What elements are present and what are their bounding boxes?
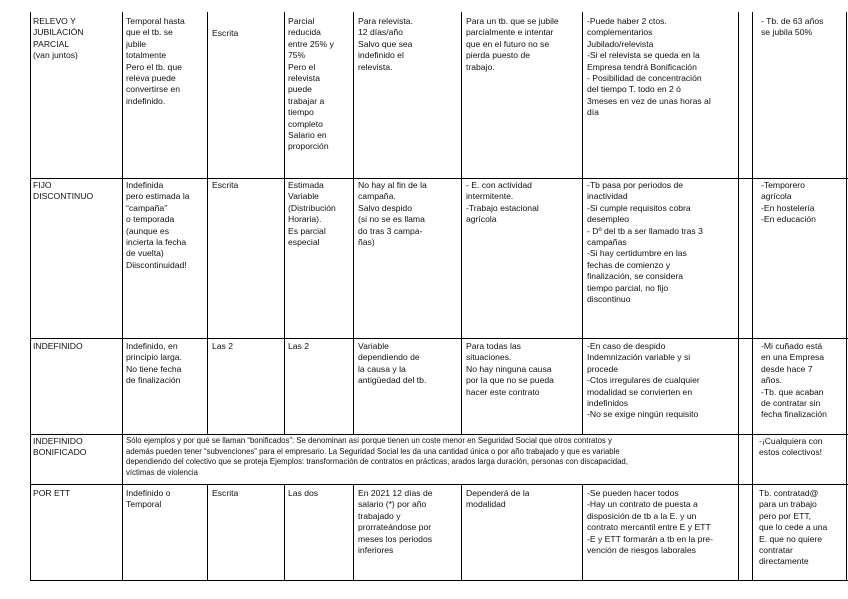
cell-form: Escrita bbox=[212, 28, 239, 38]
cell-purpose: Para todas las situaciones. No hay ninguna causa por la que no se pueda hacer este contrato bbox=[466, 341, 554, 397]
cell-purpose: Para un tb. que se jubile parcialmente e intentar que en el futuro no se pierda puesto de trabajo. bbox=[466, 16, 559, 72]
table-rule bbox=[461, 12, 462, 434]
cell-contract-type: INDEFINIDO BONIFICADO bbox=[33, 436, 87, 458]
cell-example: -Mi cuñado está en una Empresa desde hace 7 años. -Tb. que acaban de contratar sin fecha finalización bbox=[761, 341, 827, 420]
table-rule bbox=[284, 484, 285, 580]
table-rule bbox=[353, 484, 354, 580]
bonificado-note: Sólo ejemplos y por qué se llaman “bonificados”: Se denominan así porque tienen un coste menor en Seguridad Social que otros contratos y además pueden tener “subvenciones” para el empresario. La Seguridad Social les da una cantidad única o por año trabajado y que es variable dependiendo del colectivo que se proteja Ejemplos: transformación de contratos en prácticas, arados larga duración, personas con discapacidad, víctimas de violencia bbox=[126, 436, 628, 477]
table-rule bbox=[461, 484, 462, 580]
cell-schedule: Parcial reducida entre 25% y 75% Pero el relevista puede trabajar a tiempo completo Salario en proporción bbox=[288, 16, 334, 152]
table-rule bbox=[30, 434, 848, 435]
cell-example: -¡Cualquiera con estos colectivos! bbox=[759, 436, 823, 458]
table-rule bbox=[122, 12, 123, 580]
table-rule bbox=[207, 484, 208, 580]
cell-notes: -Puede haber 2 ctos. complementarios Jubilado/relevista -Si el relevista se queda en la Empresa tendrá Bonificación - Posibilidad de concentración del tiempo T. todo en 2 ó 3meses en vez de unas horas al día bbox=[587, 16, 711, 118]
cell-notes: -Se pueden hacer todos -Hay un contrato de puesta a disposición de tb a la E. y un contrato mercantil entre E y ETT -E y ETT formarán a tb en la pre- vención de riesgos laborales bbox=[587, 488, 713, 556]
cell-contract-type: RELEVO Y JUBILACIÓN PARCIAL (van juntos) bbox=[33, 16, 84, 61]
cell-notes: -Tb pasa por periodos de inactividad -Si cumple requisitos cobra desempleo - Dº del tb a ser llamado tras 3 campañas -Si hay certidumbre en las fechas de comienzo y finalización, se considera tiempo parcial, no fijo discontinuo bbox=[587, 180, 703, 305]
cell-form: Escrita bbox=[212, 488, 239, 498]
cell-purpose: Dependerá de la modalidad bbox=[466, 488, 530, 510]
table-rule bbox=[30, 12, 31, 580]
cell-duration: Indefinido, en principio larga. No tiene fecha de finalización bbox=[126, 341, 182, 386]
cell-contract-type: POR ETT bbox=[33, 488, 71, 498]
cell-contract-type: FIJO DISCONTINUO bbox=[33, 180, 94, 202]
table-rule bbox=[738, 12, 739, 580]
table-rule bbox=[582, 484, 583, 580]
cell-schedule: Las 2 bbox=[288, 341, 310, 351]
cell-example: - Tb. de 63 años se jubila 50% bbox=[761, 16, 824, 38]
cell-duration: Indefinido o Temporal bbox=[126, 488, 171, 510]
table-rule bbox=[284, 12, 285, 434]
cell-compensation: No hay al fin de la campaña. Salvo despido (si no se es llama do tras 3 campa- ñas) bbox=[358, 180, 427, 248]
cell-compensation: En 2021 12 días de salario (*) por año trabajado y prorrateándose por meses los periodos inferiores bbox=[358, 488, 433, 556]
cell-duration: Temporal hasta que el tb. se jubile totalmente Pero el tb. que releva puede convertirse en indefinido. bbox=[126, 16, 185, 106]
cell-purpose: - E. con actividad intermitente. -Trabajo estacional agrícola bbox=[466, 180, 539, 225]
table-rule bbox=[30, 484, 848, 485]
table-rule bbox=[353, 12, 354, 434]
cell-notes: -En caso de despido Indemnización variable y si procede -Ctos irregulares de cualquier modalidad se convierten en indefinidos -No se exige ningún requisito bbox=[587, 341, 700, 420]
cell-example: -Temporero agrícola -En hostelería -En educación bbox=[761, 180, 816, 225]
cell-schedule: Las dos bbox=[288, 488, 319, 498]
cell-form: Escrita bbox=[212, 180, 239, 190]
cell-example: Tb. contratad@ para un trabajo pero por ETT, que lo cede a una E. que no quiere contratar directamente bbox=[759, 488, 828, 567]
cell-form: Las 2 bbox=[212, 341, 234, 351]
table-rule bbox=[30, 580, 848, 581]
table-rule bbox=[207, 12, 208, 434]
cell-contract-type: INDEFINIDO bbox=[33, 341, 83, 351]
table-rule bbox=[752, 12, 753, 580]
table-rule bbox=[30, 178, 848, 179]
cell-schedule: Estimada Variable (Distribución Horaria). Es parcial especial bbox=[288, 180, 336, 248]
cell-compensation: Para relevista. 12 días/año Salvo que sea indefinido el relevista. bbox=[358, 16, 413, 72]
table-rule bbox=[582, 12, 583, 434]
table-rule bbox=[30, 338, 848, 339]
cell-compensation: Variable dependiendo de la causa y la antigüedad del tb. bbox=[358, 341, 427, 386]
cell-duration: Indefinida pero estimada la “campaña” o temporada (aunque es incierta la fecha de vuelta) Diiscontinuidad! bbox=[126, 180, 190, 270]
